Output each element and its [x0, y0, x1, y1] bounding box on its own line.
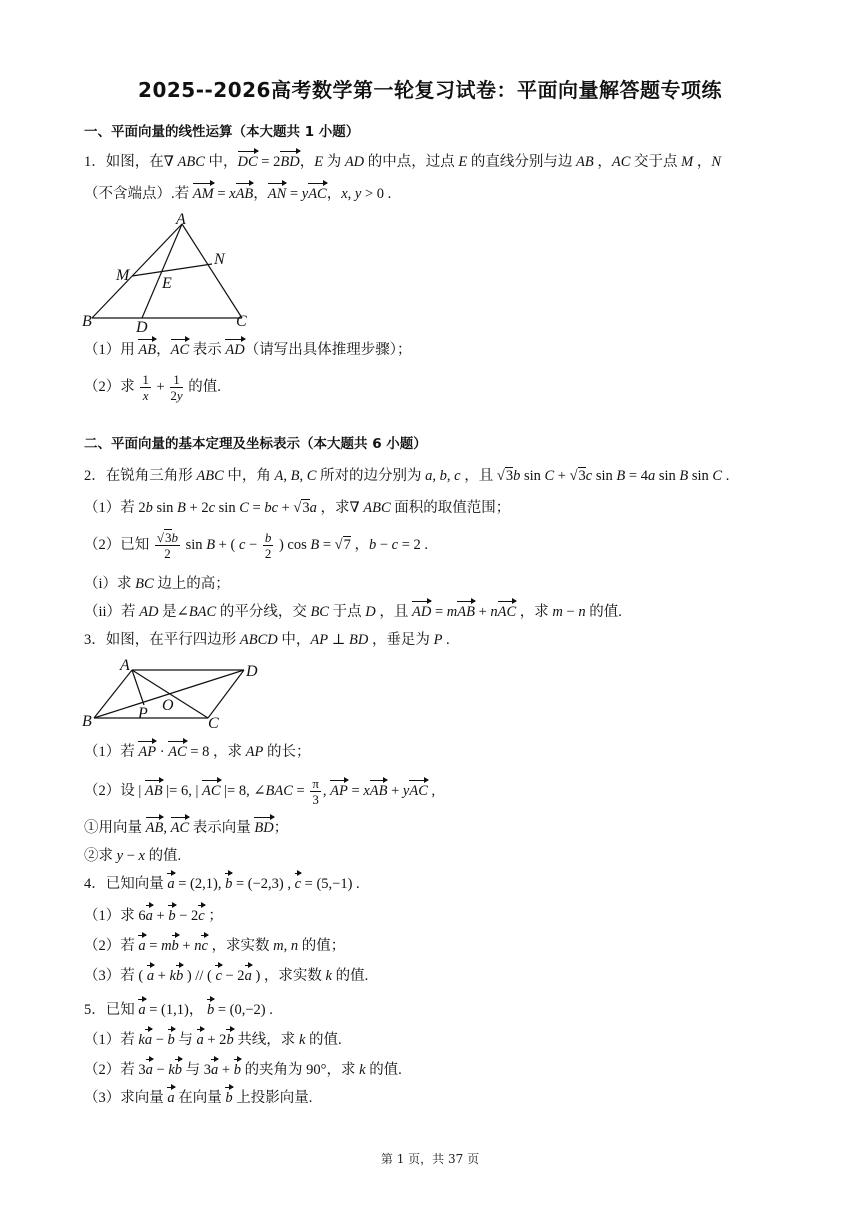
- q2-sub-ii: （ii）若 AD 是∠BAC 的平分线，交 BC 于点 D ，且 AD = mAB + nAC ，求 m − n 的值.: [84, 604, 622, 620]
- q2-line-1: 2．在锐角三角形 ABC 中，角 A, B, C 所对的边分别为 a, b, c ，且 √3b sin C + √3c sin B = 4a sin B sin C .: [84, 468, 730, 484]
- triangle-figure: [80, 208, 260, 338]
- q3-sub-1: ①用向量 AB, AC 表示向量 BD；: [84, 820, 289, 836]
- q3-part-2: （2）设 | AB |= 6, | AC |= 8, ∠BAC = $\frac{\pi}{3}$ , AP = xAB + yAC ,: [84, 776, 436, 807]
- q1-line-2: （不含端点）.若 AM = xAB，AN = yAC，x, y > 0 .: [84, 186, 392, 202]
- q1-part-2: （2）求 $\frac{1}{x}$ + $\frac{1}{2y}$ 的值.: [84, 372, 221, 403]
- parallelogram-figure: [80, 656, 280, 732]
- q5-part-3: （3）求向量 a 在向量 b 上投影向量.: [84, 1090, 313, 1106]
- q3-part-1: （1）若 AP · AC = 8 ，求 AP 的长；: [84, 744, 311, 760]
- q5-part-1: （1）若 ka − b 与 a + 2b 共线，求 k 的值.: [84, 1032, 342, 1048]
- page-title: 2025--2026高考数学第一轮复习试卷：平面向量解答题专项练: [138, 78, 722, 102]
- q5-line-1: 5．已知 a = (1,1)， b = (0,−2) .: [84, 1002, 273, 1018]
- label-B: B: [82, 313, 92, 330]
- q1-line-1: 1．如图，在∇ ABC 中，DC = 2BD，E 为 AD 的中点，过点 E 的直线分别与边 AB ，AC 交于点 M ，N: [84, 154, 722, 170]
- label-A: A: [120, 657, 130, 674]
- section-heading-2: 二、平面向量的基本定理及坐标表示（本大题共 6 小题）: [84, 436, 427, 452]
- q2-part-1: （1）若 2b sin B + 2c sin C = bc + √3a ，求∇ ABC 面积的取值范围；: [84, 500, 511, 516]
- label-D: D: [136, 319, 148, 336]
- label-D: D: [246, 663, 258, 680]
- label-E: E: [162, 275, 172, 292]
- section-heading-1: 一、平面向量的线性运算（本大题共 1 小题）: [84, 124, 360, 140]
- q2-sub-i: （i）求 BC 边上的高；: [84, 576, 230, 592]
- q4-part-2: （2）若 a = mb + nc ，求实数 m, n 的值；: [84, 938, 346, 954]
- label-P: P: [138, 705, 148, 722]
- page-footer: 第 1 页，共 37 页: [380, 1152, 480, 1166]
- label-N: N: [214, 251, 225, 268]
- q3-line-1: 3．如图，在平行四边形 ABCD 中，AP ⊥ BD ，垂足为 P .: [84, 632, 450, 648]
- q3-sub-2: ②求 y − x 的值.: [84, 848, 182, 864]
- label-A: A: [176, 211, 186, 228]
- q2-part-2: （2）已知 $\frac{√3b}{2}$ sin B + ( c − $\frac{b}{2}$ ) cos B = √7 ，b − c = 2 .: [84, 530, 429, 561]
- q5-part-2: （2）若 3a − kb 与 3a + b 的夹角为 90°，求 k 的值.: [84, 1062, 402, 1078]
- q4-part-1: （1）求 6a + b − 2c ；: [84, 908, 223, 924]
- label-C: C: [236, 313, 247, 330]
- label-C: C: [208, 715, 219, 732]
- label-B: B: [82, 713, 92, 730]
- label-O: O: [162, 697, 174, 714]
- q4-part-3: （3）若 ( a + kb ) // ( c − 2a ) ，求实数 k 的值.: [84, 968, 369, 984]
- label-M: M: [116, 267, 130, 284]
- q1-part-1: （1）用 AB，AC 表示 AD（请写出具体推理步骤）；: [84, 342, 412, 358]
- q4-line-1: 4．已知向量 a = (2,1), b = (−2,3) , c = (5,−1) .: [84, 876, 360, 892]
